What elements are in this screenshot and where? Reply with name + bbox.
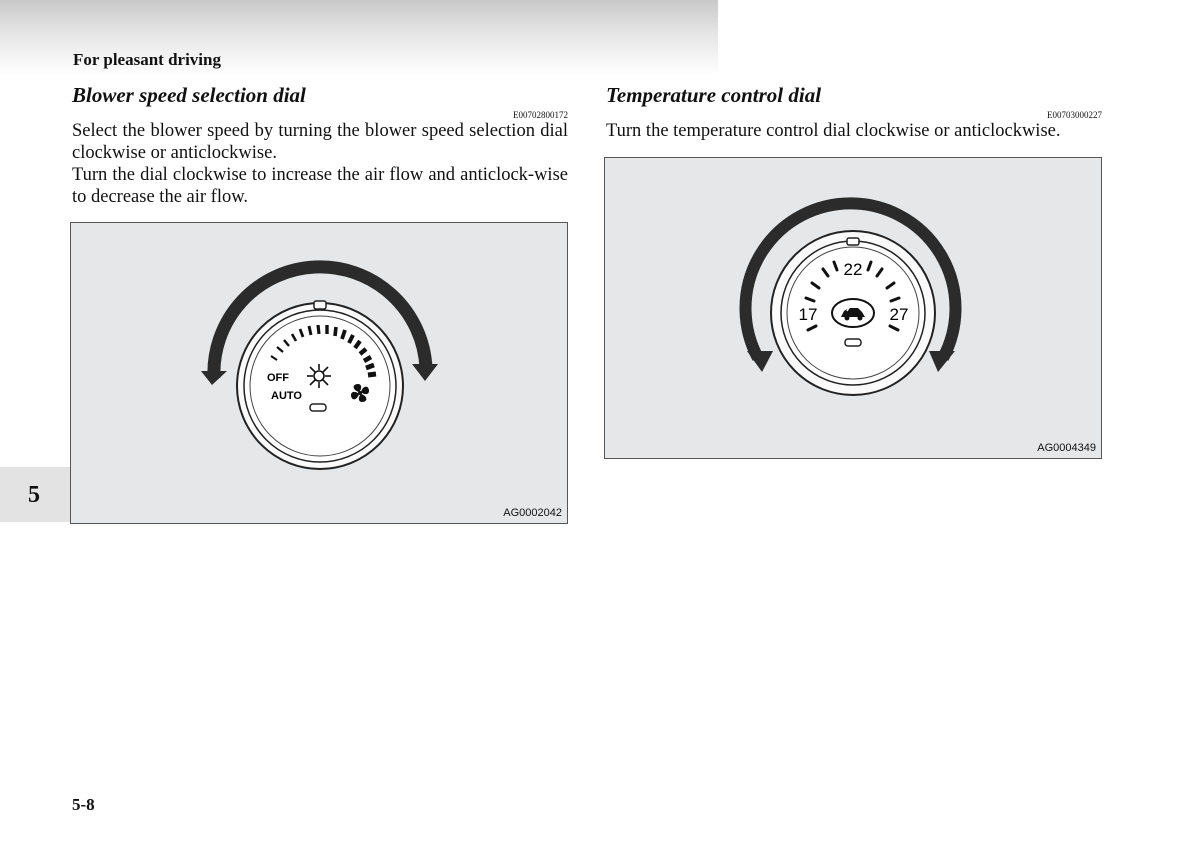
dial-top-pointer (847, 238, 859, 245)
blower-dial-illustration (71, 223, 567, 523)
temperature-dial-figure (604, 157, 1102, 459)
temperature-paragraph: Turn the temperature control dial clockwise or anticlockwise. (606, 121, 1061, 141)
left-arrow-head (201, 371, 227, 385)
temperature-figure-id: AG0004349 (1037, 442, 1096, 454)
blower-paragraph-1: Select the blower speed by turning the blower speed selection dial clockwise or anticlockwise. (72, 121, 568, 163)
fan-icon (351, 384, 369, 402)
auto-label: AUTO (271, 390, 302, 402)
temperature-heading: Temperature control dial (606, 83, 822, 107)
right-arrow-head (929, 351, 955, 372)
blower-figure-id: AG0002042 (503, 507, 562, 519)
temp-low-label: 17 (798, 305, 818, 324)
temperature-dial-illustration (605, 158, 1101, 458)
indicator-lamp (845, 339, 861, 346)
off-label: OFF (267, 372, 289, 384)
right-arrow-head (412, 364, 438, 381)
dial-top-pointer (314, 301, 326, 309)
section-title: For pleasant driving (73, 50, 221, 69)
blower-paragraph-2: Turn the dial clockwise to increase the air flow and anticlock-wise to decrease the air flow. (72, 165, 568, 207)
recirculation-icon (832, 299, 874, 327)
page-number: 5-8 (72, 795, 95, 814)
left-arrow-head (747, 351, 773, 372)
blower-dial-figure (70, 222, 568, 524)
temperature-code: E00703000227 (1047, 110, 1102, 120)
blower-code: E00702800172 (513, 110, 568, 120)
temperature-section (606, 82, 1102, 142)
auto-indicator-lamp (310, 404, 326, 411)
chapter-number: 5 (28, 482, 40, 508)
blower-section (72, 82, 568, 208)
temp-high-label: 27 (889, 305, 909, 324)
temp-mid-label: 22 (843, 260, 863, 279)
blower-heading: Blower speed selection dial (72, 83, 306, 107)
